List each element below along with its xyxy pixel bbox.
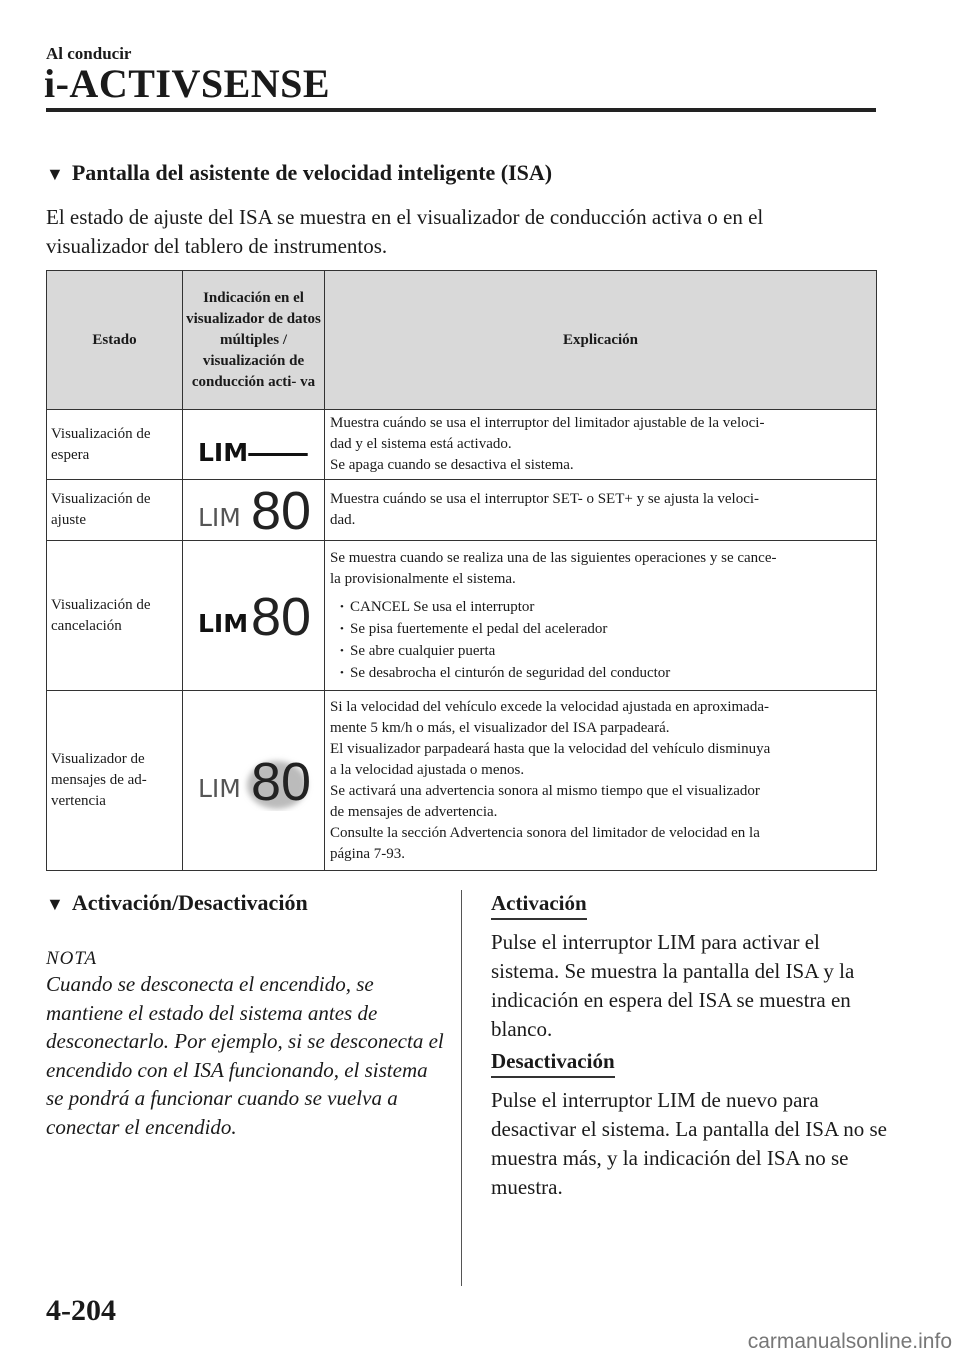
isa-section-title-text: Pantalla del asistente de velocidad inteligente (ISA)	[71, 160, 553, 185]
explanation-line: dad.	[330, 512, 356, 528]
activation-heading: Activación	[491, 891, 587, 920]
row-display	[183, 480, 325, 541]
column-divider	[461, 890, 462, 1286]
explanation-line: página 7-93.	[330, 845, 405, 862]
lim-indicator-icon	[189, 751, 319, 811]
explanation-line: mente 5 km/h o más, el visualizador del ISA parpadeará.	[330, 719, 670, 736]
row-display	[183, 541, 325, 691]
row-display	[183, 691, 325, 871]
deactivation-text: Pulse el interruptor LIM de nuevo para desactivar el sistema. La pantalla del ISA no se muestra más, y la indicación del ISA no se muestra.	[491, 1088, 887, 1199]
triangle-marker-icon: ▼	[46, 164, 64, 184]
explanation-line: Muestra cuándo se usa el interruptor SET- o SET+ y se ajusta la veloci-	[330, 491, 760, 507]
lim-label: LIM	[197, 503, 241, 532]
activation-section-title-text: Activación/Desactivación	[71, 890, 308, 915]
table-row	[47, 541, 877, 691]
explanation-line: Se apaga cuando se desactiva el sistema.	[330, 457, 574, 473]
speed-value: 80	[250, 481, 311, 540]
explanation-line: El visualizador parpadeará hasta que la velocidad del vehículo disminuya	[330, 740, 771, 757]
list-item: • Se desabrocha el cinturón de seguridad del conductor	[340, 662, 872, 684]
bullet-list	[330, 596, 872, 684]
explanation-line: Consulte la sección Advertencia sonora del limitador de velocidad en la	[330, 824, 760, 841]
explanation-line: Se muestra cuando se realiza una de las siguientes operaciones y se cance-	[330, 549, 777, 566]
explanation-line: Se activará una advertencia sonora al mismo tiempo que el visualizador	[330, 782, 760, 799]
table-row	[47, 480, 877, 541]
page-title: i-ACTIVSENSE	[44, 61, 331, 106]
triangle-marker-icon: ▼	[46, 894, 64, 914]
activation-text: Pulse el interruptor LIM para activar el sistema. Se muestra la pantalla del ISA y la indicación en espera del ISA se muestra en blanco.	[491, 930, 855, 1041]
lim-indicator-icon	[189, 586, 319, 646]
activation-section-title	[46, 890, 308, 916]
note-label: NOTA	[46, 948, 98, 969]
header-indicacion: Indicación en el visualizador de datos múltiples / visualización de conducción acti- va	[183, 271, 325, 410]
lim-indicator-icon	[189, 480, 319, 540]
explanation-line: de mensajes de advertencia.	[330, 803, 498, 820]
explanation-line: dad y el sistema está activado.	[330, 436, 512, 452]
row-explanation	[325, 691, 877, 871]
row-explanation	[325, 410, 877, 480]
lim-label: LIM	[197, 773, 241, 803]
row-state: Visualización de espera	[47, 410, 183, 480]
explanation-line: la provisionalmente el sistema.	[330, 570, 516, 587]
deactivation-heading: Desactivación	[491, 1049, 615, 1078]
table-row	[47, 410, 877, 480]
explanation-line: Muestra cuándo se usa el interruptor del limitador ajustable de la veloci-	[330, 415, 765, 431]
row-state: Visualización de cancelación	[47, 541, 183, 691]
list-item: • CANCEL Se usa el interruptor	[340, 596, 872, 618]
isa-section-title	[46, 160, 552, 186]
lim-indicator-icon	[189, 415, 319, 475]
note-text: Cuando se desconecta el encendido, se mantiene el estado del sistema antes de desconectarlo. Por ejemplo, si se desconecta el encendido con el ISA funcionando, el sistema se pondrá a funcionar cuando se vuelva a conectar el encendido.	[46, 972, 444, 1139]
isa-intro-paragraph: El estado de ajuste del ISA se muestra en el visualizador de conducción activa o en el visualizador del tablero de instrumentos.	[46, 205, 764, 258]
header-explicacion: Explicación	[325, 271, 877, 410]
lim-label: LIM	[197, 608, 248, 638]
watermark: carmanualsonline.info	[747, 1330, 952, 1353]
page-number: 4-204	[46, 1294, 116, 1327]
row-explanation	[325, 541, 877, 691]
explanation-line: Si la velocidad del vehículo excede la velocidad ajustada en aproximada-	[330, 698, 769, 715]
header-rule	[46, 108, 876, 112]
table-row	[47, 691, 877, 871]
section-label: Al conducir	[46, 44, 132, 63]
row-state: Visualización de ajuste	[47, 480, 183, 541]
list-item: • Se pisa fuertemente el pedal del acelerador	[340, 618, 872, 640]
lim-label: LIM	[197, 437, 248, 467]
speed-value: 80	[250, 586, 311, 646]
row-display	[183, 410, 325, 480]
isa-status-table	[46, 270, 877, 871]
row-explanation	[325, 480, 877, 541]
header-estado: Estado	[47, 271, 183, 410]
table-header-row	[47, 271, 877, 410]
list-item: • Se abre cualquier puerta	[340, 640, 872, 662]
speed-value: 80	[250, 751, 311, 811]
row-state: Visualizador de mensajes de ad- vertencia	[47, 691, 183, 871]
speed-value: ———	[246, 438, 309, 467]
explanation-line: a la velocidad ajustada o menos.	[330, 761, 525, 778]
